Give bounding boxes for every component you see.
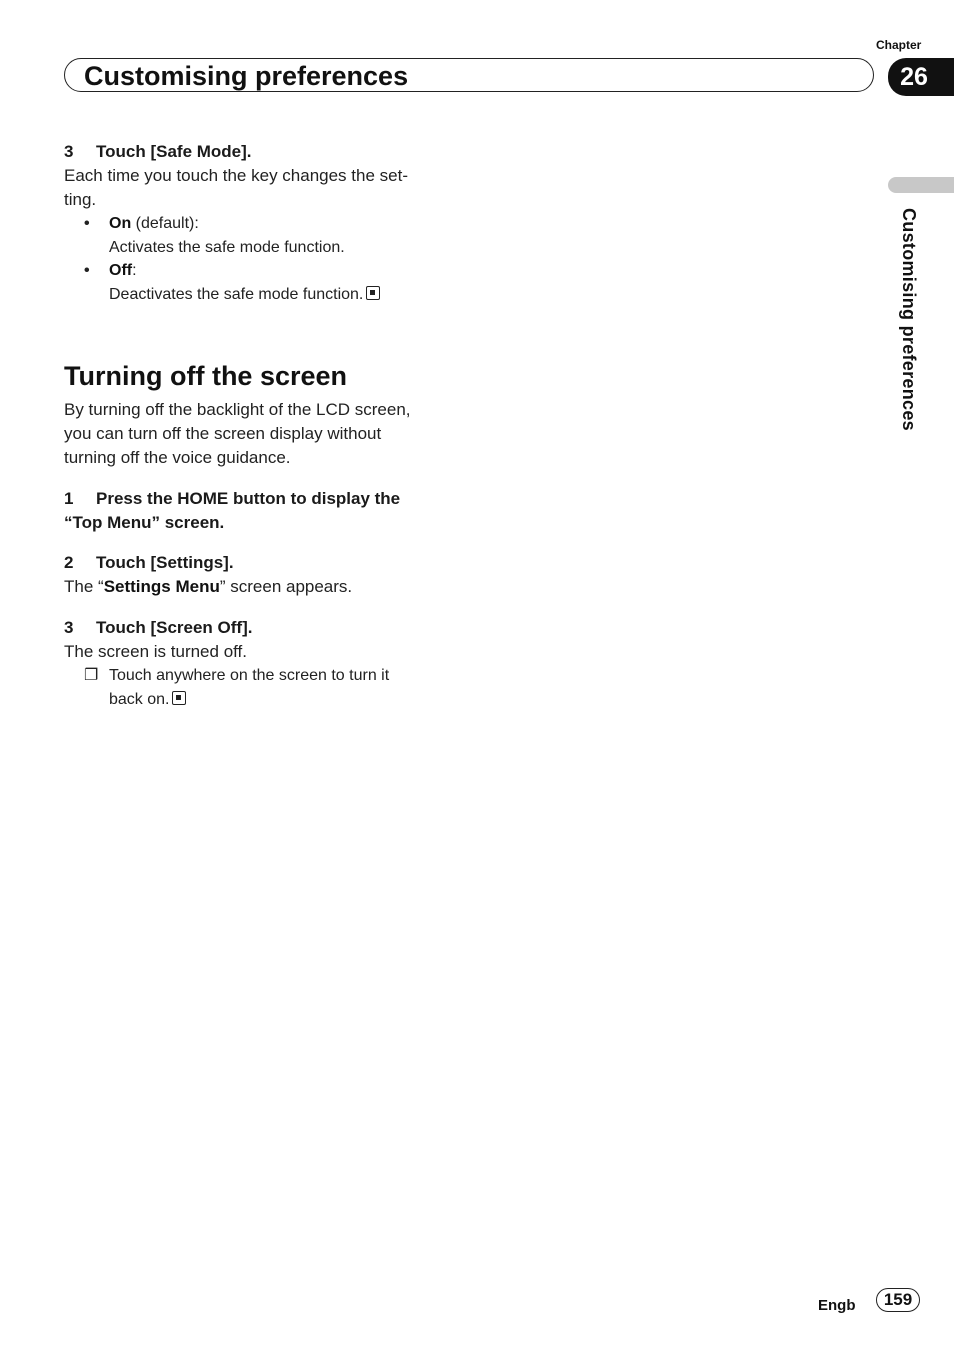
step-text: Touch [Settings]. [96, 553, 234, 572]
bullet-suffix: : [132, 262, 137, 279]
step-text: “Top Menu” screen. [64, 513, 225, 532]
step-text: Touch [Screen Off]. [96, 618, 253, 637]
intro-line: you can turn off the screen display without [64, 424, 382, 443]
step-text: Press the HOME button to display the [96, 489, 401, 508]
note-checkbox-icon: ❐ [84, 667, 99, 684]
desc-bold: Settings Menu [103, 577, 220, 596]
side-tab-marker [888, 177, 954, 193]
step-safe-mode [64, 140, 464, 164]
step-text: Touch [Safe Mode]. [96, 142, 252, 161]
section-heading: Turning off the screen [64, 361, 348, 391]
step-press-home [64, 487, 464, 535]
main-content [64, 140, 464, 711]
bullet-desc: Activates the safe mode function. [109, 238, 345, 256]
bullet-term: Off [109, 262, 133, 279]
step-screen-off [64, 616, 464, 640]
chapter-label: Chapter [876, 38, 922, 52]
side-tab-label: Customising preferences [899, 208, 919, 431]
bullet-off [64, 259, 464, 306]
step-number: 3 [64, 618, 74, 637]
section-intro [64, 398, 464, 470]
page-title: Customising preferences [84, 61, 409, 91]
end-of-section-icon [172, 691, 186, 705]
bullet-on [64, 212, 464, 259]
step-number: 1 [64, 489, 74, 508]
page-number: 159 [876, 1288, 920, 1312]
step-description: The screen is turned off. [64, 642, 248, 661]
step-touch-settings [64, 551, 464, 575]
step-number: 3 [64, 142, 74, 161]
intro-line: By turning off the backlight of the LCD screen, [64, 400, 411, 419]
bullet-dot-icon: • [84, 262, 90, 279]
step-description [64, 575, 464, 599]
desc-line: Each time you touch the key changes the set- [64, 166, 408, 185]
desc-pre: The “ [64, 577, 104, 596]
note-line: back on. [109, 690, 170, 708]
desc-post: ” screen appears. [219, 577, 353, 596]
chapter-number: 26 [900, 63, 928, 91]
bullet-desc: Deactivates the safe mode function. [109, 285, 364, 303]
step-number: 2 [64, 553, 74, 572]
end-of-section-icon [366, 286, 380, 300]
desc-line: ting. [64, 190, 97, 209]
step-description [64, 164, 464, 212]
bullet-dot-icon: • [84, 215, 90, 232]
bullet-suffix: (default): [131, 215, 199, 232]
note-line: Touch anywhere on the screen to turn it [109, 667, 390, 684]
footer-language: Engb [818, 1297, 856, 1314]
bullet-term: On [109, 215, 132, 232]
note [64, 664, 464, 711]
intro-line: turning off the voice guidance. [64, 448, 291, 467]
